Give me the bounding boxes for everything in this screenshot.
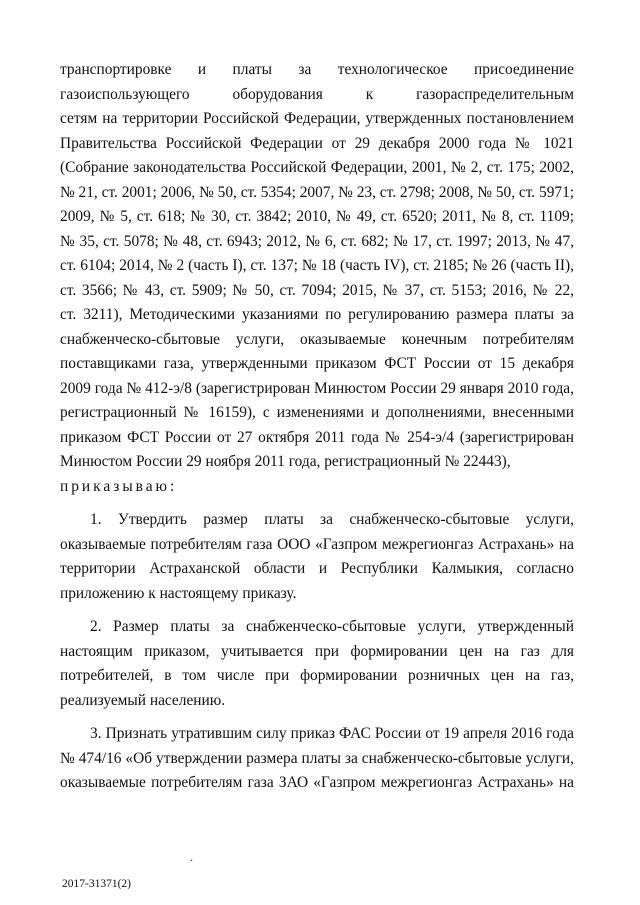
intro-line: № 35, ст. 5078; № 48, ст. 6943; 2012, № 6, ст. 682; № 17, ст. 1997; 2013, № 47, (60, 232, 574, 250)
item-line: № 474/16 «Об утверждении размера платы за снабженческо-сбытовые услуги, (60, 749, 574, 767)
item-line: оказываемые потребителям газа ЗАО «Газпром межрегионгаз Астрахань» на (60, 774, 574, 791)
item-line: потребителей, в том числе при формировании розничных цен на газ, (60, 667, 574, 684)
intro-line: (Собрание законодательства Российской Федерации, 2001, № 2, ст. 175; 2002, (60, 159, 574, 176)
intro-line: ст. 6104; 2014, № 2 (часть I), ст. 137; № 18 (часть IV), ст. 2185; № 26 (часть II), (60, 257, 574, 274)
item-line: 1. Утвердить размер платы за снабженческо-сбытовые услуги, (90, 511, 574, 528)
item-line: 3. Признать утратившим силу приказ ФАС России от 19 апреля 2016 года (90, 725, 574, 742)
intro-line: газоиспользующего оборудования к газораспределительным (60, 85, 574, 103)
item-line: реализуемый населению. (60, 691, 226, 709)
intro-line: сетям на территории Российской Федерации, утвержденных постановлением (60, 110, 574, 127)
numbered-item-3 (60, 722, 574, 796)
intro-line: приказом ФСТ России от 27 октября 2011 года № 254-э/4 (зарегистрирован (60, 428, 574, 446)
order-word: приказываю: (60, 477, 178, 495)
intro-line: 2009, № 5, ст. 618; № 30, ст. 3842; 2010, № 49, ст. 6520; 2011, № 8, ст. 1109; (60, 208, 574, 225)
item-line: 2. Размер платы за снабженческо-сбытовые услуги, утвержденный (90, 618, 574, 635)
intro-line: поставщиками газа, утвержденными приказом ФСТ России от 15 декабря (60, 355, 574, 372)
intro-paragraph (60, 58, 574, 475)
intro-line: регистрационный № 16159), с изменениями и дополнениями, внесенными (60, 404, 574, 421)
intro-line: снабженческо-сбытовые услуги, оказываемые конечным потребителям (60, 330, 574, 348)
intro-line: № 21, ст. 2001; 2006, № 50, ст. 5354; 2007, № 23, ст. 2798; 2008, № 50, ст. 5971; (60, 183, 574, 201)
intro-line: ст. 3566; № 43, ст. 5909; № 50, ст. 7094; 2015, № 37, ст. 5153; 2016, № 22, (60, 281, 574, 299)
item-line: территории Астраханской области и Республики Калмыкия, согласно (60, 560, 574, 577)
intro-line: 2009 года № 412-э/8 (зарегистрирован Минюстом России 29 января 2010 года, (60, 379, 574, 397)
item-line: оказываемые потребителям газа ООО «Газпром межрегионгаз Астрахань» на (60, 535, 574, 553)
item-line: настоящим приказом, учитывается при формировании цен на газ для (60, 642, 574, 660)
intro-line: Правительства Российской Федерации от 29 декабря 2000 года № 1021 (60, 134, 574, 152)
numbered-item-2 (60, 615, 574, 713)
numbered-item-1 (60, 508, 574, 606)
item-line: приложению к настоящему приказу. (60, 584, 297, 602)
intro-line: Минюстом России 29 ноября 2011 года, регистрационный № 22443), (60, 453, 511, 470)
intro-line: транспортировке и платы за технологическое присоединение (60, 61, 574, 78)
document-body (60, 58, 574, 796)
intro-line: ст. 3211), Методическими указаниями по регулированию размера платы за (60, 306, 574, 323)
document-code: 2017-31371(2) (62, 878, 131, 890)
stray-mark: . (190, 850, 193, 864)
